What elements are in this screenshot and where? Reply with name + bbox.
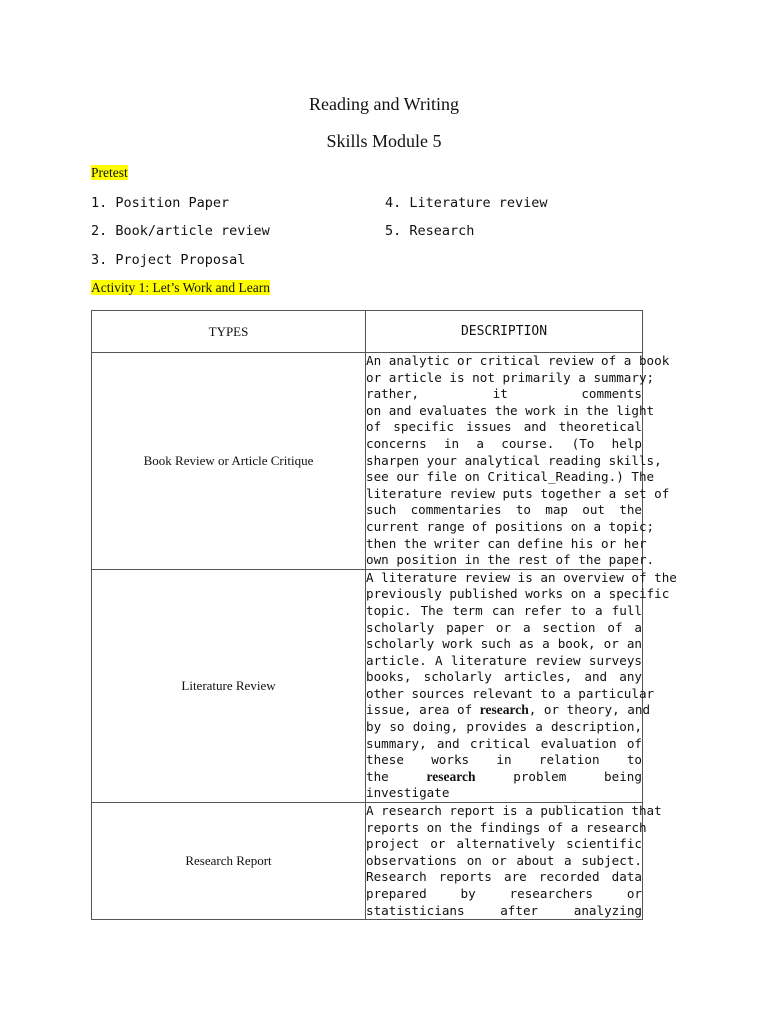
description-line: own position in the rest of the paper. [366, 552, 655, 568]
header-description: DESCRIPTION [366, 311, 643, 353]
type-cell: Book Review or Article Critique [92, 353, 366, 570]
description-line: by so doing, provides a description, [366, 719, 642, 735]
document-title: Reading and Writing [309, 94, 459, 114]
description-cell [366, 353, 670, 570]
description-line: scholarly paper or a section of a [366, 619, 642, 635]
description-line: books, scholarly articles, and any [366, 669, 642, 685]
pretest-item-4: 4. Literature review [385, 195, 548, 211]
description-line: reports on the findings of a research [366, 819, 647, 835]
description-line [366, 702, 651, 719]
table-row [92, 353, 643, 570]
type-cell: Research Report [92, 803, 366, 920]
description-line: or article is not primarily a summary; [366, 369, 655, 385]
description-line: then the writer can define his or her [366, 535, 647, 551]
description-line: topic. The term can refer to a full [366, 602, 642, 618]
table-row [92, 569, 643, 802]
bold-keyword-research: research [426, 768, 476, 784]
description-line: observations on or about a subject. [366, 852, 642, 868]
description-line: An analytic or critical review of a book [366, 353, 670, 368]
description-line: current range of positions on a topic; [366, 518, 655, 534]
description-fragment: the [366, 768, 389, 784]
table-header-row [92, 311, 643, 353]
activity-label [91, 280, 270, 296]
type-cell: Literature Review [92, 569, 366, 802]
header-types: TYPES [92, 311, 366, 353]
description-line: previously published works on a specific [366, 586, 670, 602]
description-line: other sources relevant to a particular [366, 685, 655, 701]
description-line: sharpen your analytical reading skills, [366, 452, 662, 468]
types-table [91, 310, 677, 920]
pretest-label [91, 165, 128, 181]
description-line: of specific issues and theoretical [366, 419, 642, 435]
table-row [92, 803, 643, 920]
description-line: literature review puts together a set of [366, 485, 670, 501]
description-fragment: problem being [513, 768, 642, 784]
description-line: investigate [366, 785, 450, 801]
pretest-item-2: 2. Book/article review [91, 223, 270, 239]
document-subtitle: Skills Module 5 [326, 131, 442, 151]
description-line: these works in relation to [366, 752, 642, 768]
bold-keyword-research: research [479, 702, 529, 718]
description-line: see our file on Critical_Reading.) The [366, 469, 655, 485]
description-line: rather, it comments [366, 386, 642, 402]
description-line: Research reports are recorded data [366, 869, 642, 885]
description-line: such commentaries to map out the [366, 502, 642, 518]
pretest-label-text: Pretest [91, 165, 128, 180]
description-fragment: , or theory, and [528, 702, 651, 718]
description-fragment: issue, area of [366, 702, 473, 718]
description-line [366, 769, 642, 786]
description-line: A research report is a publication that [366, 803, 662, 819]
description-line: project or alternatively scientific [366, 836, 642, 852]
description-line: summary, and critical evaluation of [366, 735, 642, 751]
description-line: on and evaluates the work in the light [366, 402, 655, 418]
description-line: article. A literature review surveys [366, 652, 642, 668]
description-line: prepared by researchers or [366, 886, 642, 901]
pretest-item-5: 5. Research [385, 223, 475, 239]
activity-label-text: Activity 1: Let’s Work and Learn [91, 280, 270, 295]
description-line: concerns in a course. (To help [366, 435, 642, 451]
pretest-item-3: 3. Project Proposal [91, 252, 246, 268]
description-line: statisticians after analyzing [366, 902, 642, 918]
description-cell [366, 803, 662, 920]
description-cell [366, 569, 677, 802]
description-line: A literature review is an overview of the [366, 569, 677, 585]
pretest-item-1: 1. Position Paper [91, 195, 230, 211]
description-line: scholarly work such as a book, or an [366, 636, 642, 652]
